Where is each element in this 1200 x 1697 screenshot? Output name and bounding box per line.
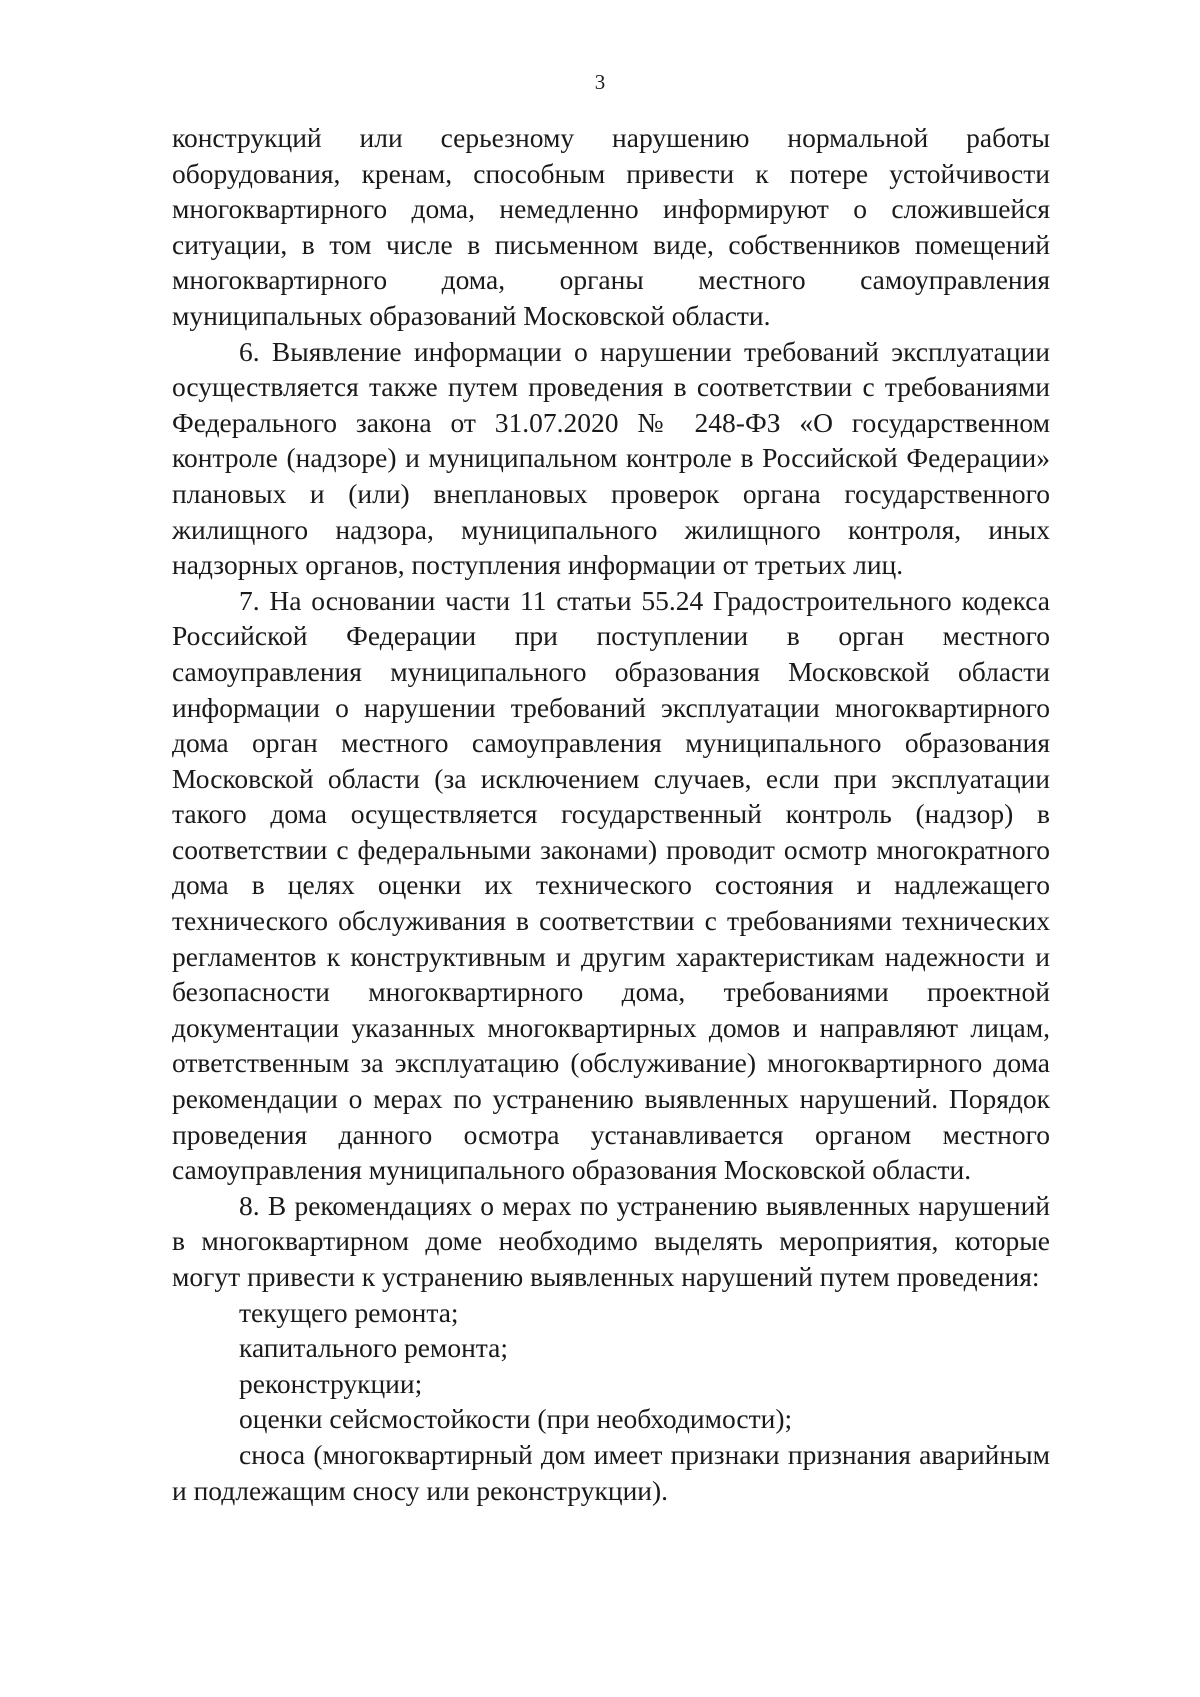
list-item-seismic-assessment: оценки сейсмостойкости (при необходимости); [239, 1403, 793, 1435]
paragraph-8: 8. В рекомендациях о мерах по устранению выявленных нарушений в многоквартирном доме необходимо выделять мероприятия, которые могут привести к устранению выявленных нарушений путем проведения: [172, 1189, 1050, 1292]
paragraph-7: 7. На основании части 11 статьи 55.24 Градостроительного кодекса Российской Федерации при поступлении в орган местного самоуправления муниципального образования Московской области информации о нарушении требований эксплуатации многоквартирного дома орган местного самоуправления муниципального образования Московской области (за исключением случаев, если при эксплуатации такого дома осуществляется государственный контроль (надзор) в соответствии с федеральными законами) проводит осмотр многократного дома в целях оценки их технического состояния и надлежащего технического обслуживания в соответствии с требованиями технических регламентов к конструктивным и другим характеристикам надежности и безопасности многоквартирного дома, требованиями проектной документации указанных многоквартирных домов и направляют лицам, ответственным за эксплуатацию (обслуживание) многоквартирного дома рекомендации о мерах по устранению выявленных нарушений. Порядок проведения данного осмотра устанавливается органом местного самоуправления муниципального образования Московской области. [172, 584, 1050, 1186]
list-item-demolition: сноса (многоквартирный дом имеет признаки признания аварийным и подлежащим сносу или реконструкции). [172, 1438, 1050, 1506]
paragraph-6: 6. Выявление информации о нарушении требований эксплуатации осуществляется также путем проведения в соответствии с требованиями Федерального закона от 31.07.2020 № 248-ФЗ «О государственном контроле (надзоре) и муниципальном контроле в Российской Федерации» плановых и (или) внеплановых проверок органа государственного жилищного надзора, муниципального жилищного контроля, иных надзорных органов, поступления информации от третьих лиц. [172, 335, 1050, 581]
paragraph-continuation: конструкций или серьезному нарушению нормальной работы оборудования, кренам, способным привести к потере устойчивости многоквартирного дома, немедленно информируют о сложившейся ситуации, в том числе в письменном виде, собственников помещений многоквартирного дома, органы местного самоуправления муниципальных образований Московской области. [172, 122, 1050, 331]
list-item-current-repair: текущего ремонта; [239, 1296, 459, 1328]
list-item-capital-repair: капитального ремонта; [239, 1332, 508, 1364]
list-item-reconstruction: реконструкции; [239, 1367, 423, 1399]
page-number: 3 [594, 70, 606, 94]
document-body [172, 120, 1050, 1508]
